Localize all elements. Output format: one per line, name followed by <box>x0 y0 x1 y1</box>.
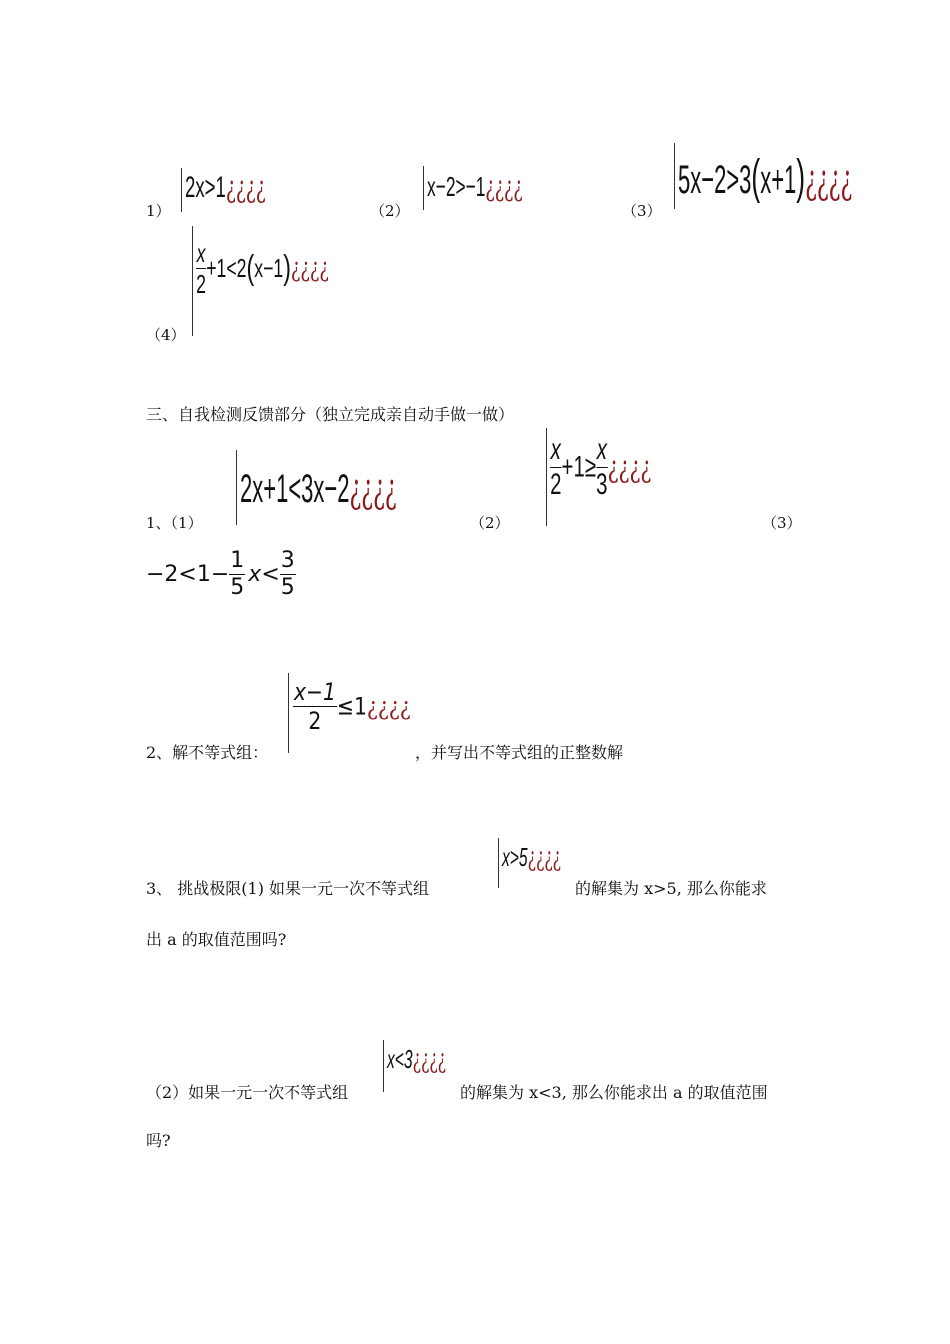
q3-2-junk: ¿¿¿¿ <box>412 1045 447 1075</box>
q2-brace <box>288 673 289 753</box>
q1-2-num1: x <box>550 433 561 466</box>
q1-2-den2: 3 <box>596 468 608 501</box>
item4-junk: ¿¿¿¿ <box>290 253 329 284</box>
q1-1-brace <box>236 450 237 525</box>
q1-1-junk: ¿¿¿¿ <box>349 466 397 512</box>
item3-label: （3） <box>622 202 662 220</box>
q3-2-expression <box>387 1044 446 1075</box>
q3-1-expression <box>502 842 561 873</box>
item3-expression: 5x−2>3(x+1)¿¿¿¿ <box>678 151 853 204</box>
q2-rel: ≤1 <box>336 692 367 721</box>
item1-brace <box>181 168 182 212</box>
item2-expression <box>427 170 523 203</box>
q2-fraction <box>293 680 337 733</box>
q1-3-den1: 5 <box>230 575 245 600</box>
item1-expr: 2x>1 <box>185 171 226 204</box>
item4-expr-b: +1<2 <box>206 253 247 283</box>
q1-2-num2: x <box>596 433 607 466</box>
item4-fraction <box>196 240 206 297</box>
q1-3-fraction-2 <box>280 550 296 599</box>
q1-3-expression <box>146 550 296 599</box>
item4-frac-den: 2 <box>196 269 207 299</box>
q1-2-expression <box>550 435 651 500</box>
q3-line1-suffix: 的解集为 x>5, 那么你能求 <box>575 879 767 898</box>
item2-label: （2） <box>370 202 410 220</box>
q1-2-fraction-2 <box>596 435 608 500</box>
item2-expr: x−2>−1 <box>427 171 486 202</box>
q3-part2-prefix: （2）如果一元一次不等式组 <box>146 1083 349 1102</box>
item2-brace <box>423 166 424 210</box>
item3-expr-b: x+1 <box>760 158 797 202</box>
q1-1-expr: 2x+1<3x−2 <box>240 467 350 511</box>
item1-expression <box>185 170 266 205</box>
item4-brace <box>192 226 193 336</box>
q1-3-num2: 3 <box>280 548 295 573</box>
item2-junk: ¿¿¿¿ <box>485 170 523 203</box>
q2-label: 2、解不等式组： <box>146 743 269 762</box>
q1-3-num1: 1 <box>230 548 245 573</box>
q1-2-junk: ¿¿¿¿ <box>607 450 652 485</box>
q1-3-den2: 5 <box>280 575 295 600</box>
q1-3-mid: x< <box>248 562 280 587</box>
q1-label: 1、（1） <box>146 514 203 532</box>
q1-3-pre: −2<1− <box>146 562 230 587</box>
q3-part2-suffix: 的解集为 x<3, 那么你能求出 a 的取值范围 <box>460 1083 768 1102</box>
q3-part2-line2: 吗? <box>146 1131 171 1150</box>
q2-junk: ¿¿¿¿ <box>366 692 411 721</box>
q1-1-expression <box>240 466 397 512</box>
item4-frac-num: x <box>196 238 206 268</box>
item3-expr-a: 5x−2>3 <box>678 158 752 202</box>
q3-1-junk: ¿¿¿¿ <box>527 843 562 873</box>
item4-expression: $\frac{x}{2}$ +1<2(x−1)¿¿¿¿ <box>196 238 329 299</box>
item1-junk: ¿¿¿¿ <box>225 170 266 205</box>
q2-expression <box>293 680 411 733</box>
item3-junk: ¿¿¿¿ <box>805 157 853 203</box>
item3-brace <box>674 143 675 209</box>
q1-3-fraction-1 <box>229 550 245 599</box>
q2-frac-num: x−1 <box>293 678 337 706</box>
q1-2-den1: 2 <box>550 468 562 501</box>
item1-label: 1） <box>146 202 171 220</box>
q3-1-expr: x>5 <box>502 842 528 872</box>
q1-3-label: （3） <box>762 514 802 532</box>
q3-line1-prefix: 3、 挑战极限(1) 如果一元一次不等式组 <box>146 879 430 898</box>
q1-2-brace <box>546 428 547 526</box>
item4-label: （4） <box>146 326 186 344</box>
q3-line2: 出 a 的取值范围吗? <box>146 930 287 949</box>
q1-2-mid: +1≥ <box>561 450 597 484</box>
q2-suffix: ，并写出不等式组的正整数解 <box>415 743 624 762</box>
section-heading: 三、自我检测反馈部分（独立完成亲自动手做一做） <box>146 405 515 424</box>
q3-1-brace <box>498 838 499 888</box>
q3-2-brace <box>383 1040 384 1092</box>
item4-expr-c: x−1 <box>254 253 284 283</box>
q1-2-fraction-1 <box>550 435 562 500</box>
q1-2-label: （2） <box>470 514 510 532</box>
q3-2-expr: x<3 <box>387 1044 413 1074</box>
q2-frac-den: 2 <box>308 707 322 735</box>
